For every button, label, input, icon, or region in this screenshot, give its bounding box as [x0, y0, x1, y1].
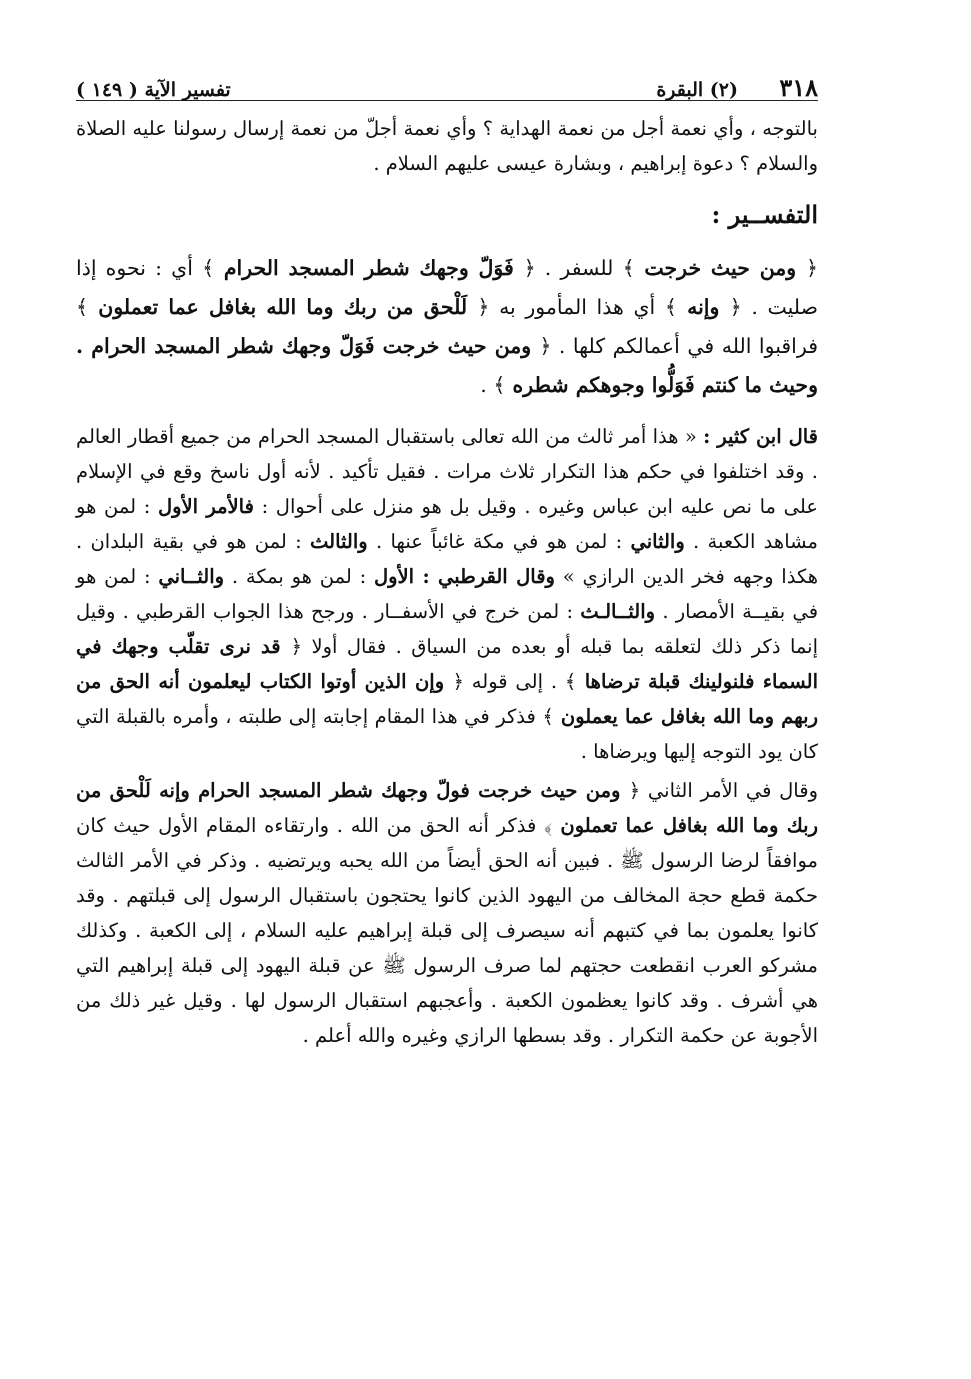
section-title: تفسير الآية ( ١٤٩ ) — [76, 79, 231, 101]
verse-quote: ﴿ فَوَلّ وجهك شطر المسجد الحرام ﴾ — [202, 256, 536, 280]
verse-quote: ﴿ ومن حيث خرجت ﴾ — [622, 256, 818, 280]
verse-quote: ﴿ وإن الذين أوتوا الكتاب ليعلمون أنه الحق من ربهم وما الله بغافل عما يعملون ﴾ — [76, 670, 818, 728]
commentary-text: فراقبوا الله في أعمالكم كلها . — [558, 334, 818, 358]
commentary-text: أي هذا المأمور به — [499, 295, 656, 319]
verse-quote: ﴿ وإنه ﴾ — [664, 295, 742, 319]
surah-name: (٢) البقرة — [656, 79, 738, 101]
verse-quote: ﴿ ومن حيث خرجت فولّ وجهك شطر المسجد الحرام وإنه لَلْحق من ربك وما الله بغافل عما تعملون ﴾ — [76, 779, 818, 837]
tafsir-paragraph — [76, 249, 818, 405]
commentary-text: للسفر . — [544, 256, 614, 280]
commentary-text: أي : نحوه إذا صليت . — [76, 256, 818, 319]
verse-quote: ﴿ ومن حيث خرجت فَوَلّ وجهك شطر المسجد الحرام . وحيث ما كنتم فَوَلُّوا وجوهكم شطره ﴾ — [76, 334, 818, 397]
verse-quote: ﴿ قد نرى تقلّب وجهك في السماء فلنولينك قبلة ترضاها ﴾ — [76, 635, 819, 693]
intro-paragraph: بالتوجه ، وأي نعمة أجل من نعمة الهداية ؟ وأي نعمة أجلّ من نعمة إرسال رسولنا عليه الصلاة والسلام ؟ دعوة إبراهيم ، وبشارة عيسى عليهم السلام . — [76, 117, 818, 175]
ibn-kathir-paragraph: قال ابن كثير : « هذا أمر ثالث من الله تعالى باستقبال المسجد الحرام من جميع أقطار العالم . وقد اختلفوا في حكم هذا التكرار ثلاث مرات . فقيل تأكيد . لأنه أول ناسخ وقع في الإسلام على ما نص عليه ابن عباس وغيره . وقيل بل هو منزل على أحوال : فالأمر الأول : لمن هو مشاهد الكعبة . والثاني : لمن هو في مكة غائباً عنها . والثالث : لمن هو في بقية البلدان . هكذا وجهه فخر الدين الرازي » وقال القرطبي : الأول : لمن هو بمكة . والثــاني : لمن هو في بقيــة الأمصار . والثــالـث : لمن خرج في الأسفــار . ورجح هذا الجواب القرطبي . وقيل إنما ذكر ذلك لتعلقه بما قبله أو بعده من السياق . فقال أولا ﴿ قد نرى تقلّب وجهك في السماء فلنولينك قبلة ترضاها ﴾ . إلى قوله ﴿ وإن الذين أوتوا الكتاب ليعلمون أنه الحق من ربهم وما الله بغافل عما يعملون ﴾ فذكر في هذا المقام إجابته إلى طلبته ، وأمره بالقبلة التي كان يود التوجه إليها ويرضاها . — [76, 425, 819, 763]
quote-lead: قال ابن كثير : — [703, 425, 818, 448]
keyword: والثــاني — [158, 565, 225, 588]
keyword: فالأمر الأول — [157, 495, 254, 518]
keyword: والثــالـث — [580, 600, 656, 623]
book-page — [76, 60, 818, 1053]
running-header — [76, 60, 818, 101]
commentary-text: . — [480, 373, 487, 397]
keyword: والثاني — [630, 530, 685, 553]
verse-quote: ﴿ لَلْحق من ربك وما الله بغافل عما تعملون ﴾ — [76, 295, 490, 319]
tafsir-heading: التفســير : — [711, 200, 818, 229]
page-number: ٣١٨ — [779, 73, 818, 102]
keyword: والثالث — [310, 530, 368, 553]
keyword: وقال القرطبي : الأول — [373, 565, 555, 588]
second-command-paragraph: وقال في الأمر الثاني ﴿ ومن حيث خرجت فولّ وجهك شطر المسجد الحرام وإنه لَلْحق من ربك وما الله بغافل عما تعملون ﴾ فذكر أنه الحق من الله . وارتقاءه المقام الأول حيث كان موافقاً لرضا الرسول ﷺ . فبين أنه الحق أيضاً من الله يحبه ويرتضيه . وذكر في الأمر الثالث حكمة قطع حجة المخالف من اليهود الذين كانوا يحتجون باستقبال الرسول إلى قبلتهم . وقد كانوا يعلمون بما في كتبهم أنه سيصرف إلى قبلة إبراهيم عليه السلام ، إلى الكعبة . وكذلك مشركو العرب انقطعت حجتهم لما صرف الرسول ﷺ عن قبلة اليهود إلى قبلة إبراهيم التي هي أشرف . وقد كانوا يعظمون الكعبة . وأعجبهم استقبال الرسول لها . وقيل غير ذلك من الأجوبة عن حكمة التكرار . وقد بسطها الرازي وغيره والله أعلم . — [76, 779, 818, 1047]
